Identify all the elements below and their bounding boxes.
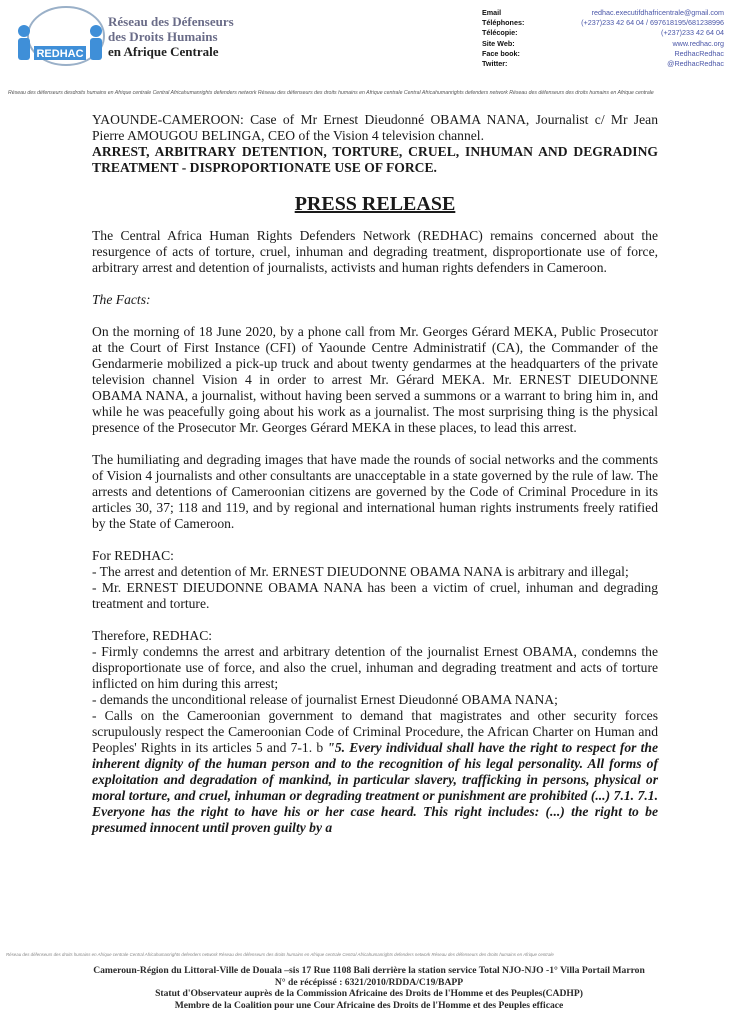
therefore-item: - demands the unconditional release of journalist Ernest Dieudonné OBAMA NANA; — [92, 692, 558, 707]
footer-membership: Membre de la Coalition pour une Cour Africaine des Droits de l'Homme et des Peuples efficace — [174, 999, 564, 1011]
contact-row-fax: Télécopie: (+237)233 42 64 04 — [482, 28, 724, 38]
charge-heading: ARREST, ARBITRARY DETENTION, TORTURE, CRUEL, INHUMAN AND DEGRADING TREATMENT - DISPROPORTIONATE USE OF FORCE. — [92, 144, 658, 175]
therefore-heading: Therefore, REDHAC: — [92, 628, 213, 643]
for-item: - The arrest and detention of Mr. ERNEST DIEUDONNE OBAMA NANA is arbitrary and illegal; — [92, 564, 629, 579]
email-link[interactable]: redhac.executifdhafricentrale@gmail.com — [591, 8, 724, 17]
org-name-line-2: des Droits Humains — [108, 29, 218, 44]
contact-row-website: Site Web: www.redhac.org — [482, 38, 724, 48]
redhac-logo — [14, 4, 106, 72]
contact-row-email: Email redhac.executifdhafricentrale@gmail.com — [482, 8, 724, 17]
organization-name — [108, 14, 234, 59]
contact-block — [482, 8, 724, 69]
logo-text: REDHAC — [36, 48, 84, 60]
logo-graphic — [14, 4, 106, 72]
website-link[interactable]: www.redhac.org — [672, 38, 724, 48]
footer-address: Cameroun-Région du Littoral-Ville de Douala –sis 17 Rue 1108 Bali derrière la station service Total NJO-NJO -1° Villa Portail Marron — [93, 965, 645, 976]
contact-row-twitter: Twitter: @RedhacRedhac — [482, 59, 724, 69]
subject-line: YAOUNDE-CAMEROON: Case of Mr Ernest Dieudonné OBAMA NANA, Journalist c/ Mr Jean Pierre AMOUGOU BELINGA, CEO of the Vision 4 television channel. — [92, 112, 658, 143]
press-release-body — [92, 112, 658, 836]
facts-paragraph-2: The humiliating and degrading images that have made the rounds of social networks and the comments of Vision 4 journalists and other consultants are unacceptable in a state governed by the rule of law. The arrests and detentions of Cameroonian citizens are governed by the Code of Criminal Procedure in its articles 30, 37; 118 and 119, and by regional and international human rights instruments freely ratified by the State of Cameroon. — [92, 452, 658, 531]
contact-row-phones: Téléphones: (+237)233 42 64 04 / 697618195/681238996 — [482, 18, 724, 28]
page-title: PRESS RELEASE — [294, 193, 456, 215]
twitter-link[interactable]: @RedhacRedhac — [667, 59, 724, 69]
intro-paragraph: The Central Africa Human Rights Defenders Network (REDHAC) remains concerned about the resurgence of acts of torture, cruel, inhuman and degrading treatment, disproportionate use of force, arbitrary arrest and detention of journalists, activists and human rights defenders in Cameroon. — [92, 228, 658, 275]
org-name-line-1: Réseau des Défenseurs — [108, 14, 234, 29]
org-name-line-3: en Afrique Centrale — [108, 44, 219, 59]
for-item: - Mr. ERNEST DIEUDONNE OBAMA NANA has been a victim of cruel, inhuman and degrading treatment and torture. — [92, 580, 658, 611]
calls-lead-text: - Calls on the Cameroonian government to demand that magistrates and other security forces scrupulously respect the Cameroonian Code of Criminal Procedure, the African Charter on Human and Peoples' Rights in its articles 5 and 7-1. b — [92, 708, 658, 755]
footer-receipt: N° de récépissé : 6321/2010/RDDA/C19/BAPP — [274, 976, 464, 988]
therefore-item: - Firmly condemns the arrest and arbitrary detention of the journalist Ernest OBAMA, condemns the disproportionate use of force, and also the cruel, inhuman and degrading treatment and acts of torture inflicted on him during this arrest; — [92, 644, 658, 691]
for-redhac-heading: For REDHAC: — [92, 548, 174, 563]
facts-heading: The Facts: — [92, 292, 151, 307]
footer — [60, 965, 678, 1011]
contact-row-facebook: Face book: RedhacRedhac — [482, 48, 724, 58]
facebook-link[interactable]: RedhacRedhac — [674, 48, 724, 58]
footer-tagline: Réseau des défenseurs des droits humains en Afrique centrale Central Africahumanrights defenders network Réseau des défenseurs des droits humains en Afrique centrale Central Africahumanrights defenders network Réseau des défenseurs des droits humains en Afrique centrale — [6, 952, 554, 957]
facts-paragraph-1: On the morning of 18 June 2020, by a phone call from Mr. Georges Gérard MEKA, Public Prosecutor at the Court of First Instance (CFI) of Yaounde Centre Administratif (CA), the Commander of the Gendarmerie mobilized a pick-up truck and about twenty gendarmes at the headquarters of the private television channel Vision 4 in order to arrest Mr. Gérard MEKA. Mr. ERNEST DIEUDONNE OBAMA NANA, a journalist, without having been served a summons or a warrant to bring him in, and while he was peacefully going about his work as a journalist. The most surprising thing is the physical presence of the Prosecutor Mr. Georges Gérard MEKA in these places, to lead this arrest. — [92, 324, 658, 435]
therefore-item-calls — [92, 708, 658, 836]
header-tagline: Réseau des défenseurs desdroits humains en Afrique centrale Central Africahumanrights defenders network Réseau des défenseurs des droits humains en Afrique centrale Central Africahumanrights defenders network Réseau des défenseurs des droits humains en Afrique centrale — [8, 90, 654, 96]
charter-quote: "5. Every individual shall have the right to respect for the inherent dignity of the human person and to the recognition of his legal personality. All forms of exploitation and degradation of mankind, in particular slavery, trafficking in persons, physical or moral torture, and cruel, inhuman or degrading treatment or punishment are prohibited (...) 7.1. 7.1. Everyone has the right to have his or her case heard. This right includes: (...) the right to be presumed innocent until proven guilty by a — [92, 740, 658, 835]
footer-status: Statut d'Observateur auprès de la Commission Africaine des Droits de l'Homme et des Peuples(CADHP) — [155, 988, 583, 1000]
